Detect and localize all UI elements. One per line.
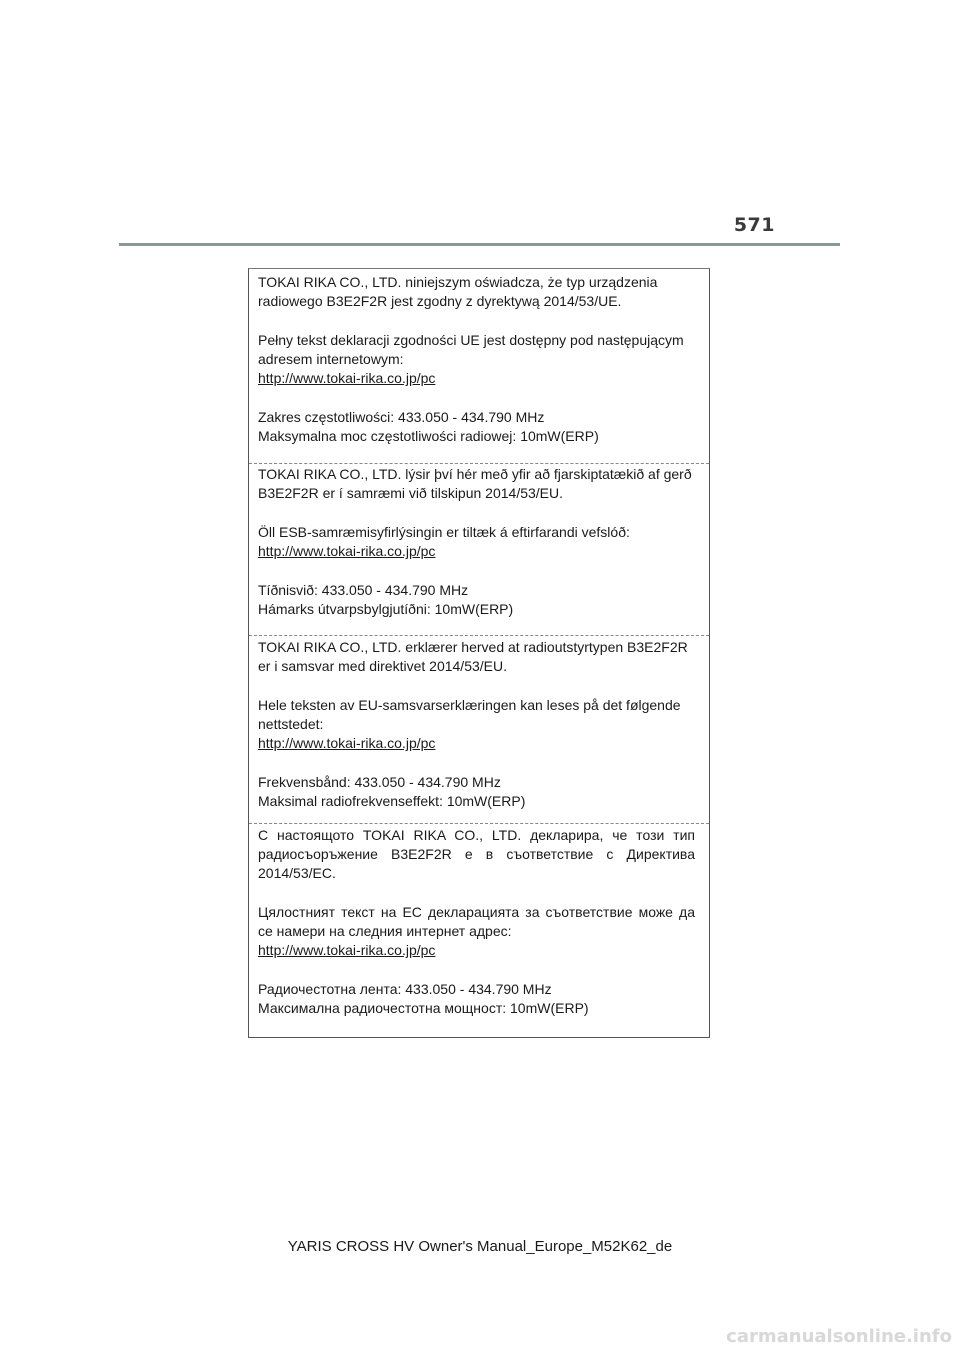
declaration-text: Pełny tekst deklaracji zgodności UE jest dostępny pod następującym [258,332,684,348]
watermark: carmanualsonline.info [726,1326,952,1347]
frequency-range: Tíðnisvið: 433.050 - 434.790 MHz [258,582,469,598]
intro-line: радиосъоръжение B3E2F2R е в съответствие с Директива [258,846,695,862]
intro-line: er i samsvar med direktivet 2014/53/EU. [258,658,507,674]
intro-line: TOKAI RIKA CO., LTD. niniejszym oświadcza, że typ urządzenia [258,274,658,290]
intro-line: TOKAI RIKA CO., LTD. lýsir því hér með yfir að fjarskiptatækið af gerð [258,466,692,482]
declaration-text: nettstedet: [258,716,324,732]
declaration-section-bg [249,823,709,1018]
page-number: 571 [733,214,775,236]
header-rule [119,243,840,246]
frequency-range: Frekvensbånd: 433.050 - 434.790 MHz [258,774,501,790]
declaration-section-pl [249,273,709,446]
intro-line: С настоящото TOKAI RIKA CO., LTD. декларира, че този тип [258,827,695,843]
declaration-link[interactable]: http://www.tokai-rika.co.jp/pc [258,543,436,559]
intro-line: radiowego B3E2F2R jest zgodny z dyrektywą 2014/53/UE. [258,293,622,309]
intro-line: B3E2F2R er í samræmi við tilskipun 2014/53/EU. [258,485,564,501]
declaration-text: се намери на следния интернет адрес: [258,923,512,939]
declaration-text: adresem internetowym: [258,351,404,367]
intro-line: 2014/53/ЕС. [258,865,336,881]
declaration-link[interactable]: http://www.tokai-rika.co.jp/pc [258,735,436,751]
max-power: Hámarks útvarpsbylgjutíðni: 10mW(ERP) [258,601,514,617]
declaration-section-is [249,463,709,619]
declaration-section-no [249,635,709,811]
declaration-text: Цялостният текст на ЕС декларацията за съответствие може да [258,904,695,920]
intro-line: TOKAI RIKA CO., LTD. erklærer herved at radioutstyrtypen B3E2F2R [258,639,688,655]
declaration-text: Öll ESB-samræmisyfirlýsingin er tiltæk á eftirfarandi vefslóð: [258,524,630,540]
manual-footer: YARIS CROSS HV Owner's Manual_Europe_M52K62_de [287,1238,673,1255]
declaration-link[interactable]: http://www.tokai-rika.co.jp/pc [258,370,436,386]
declaration-link[interactable]: http://www.tokai-rika.co.jp/pc [258,942,436,958]
declaration-text: Hele teksten av EU-samsvarserklæringen kan leses på det følgende [258,697,681,713]
declaration-box [248,268,710,1038]
max-power: Максимална радиочестотна мощност: 10mW(ERP) [258,1000,589,1016]
max-power: Maksimal radiofrekvenseffekt: 10mW(ERP) [258,793,526,809]
frequency-range: Zakres częstotliwości: 433.050 - 434.790 MHz [258,409,545,425]
frequency-range: Радиочестотна лента: 433.050 - 434.790 MHz [258,981,552,997]
max-power: Maksymalna moc częstotliwości radiowej: 10mW(ERP) [258,428,599,444]
